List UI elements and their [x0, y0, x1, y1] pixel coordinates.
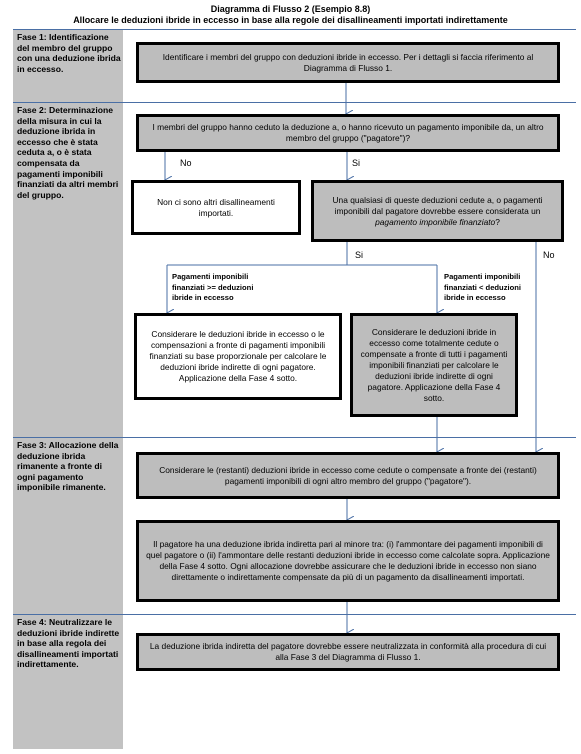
label-lt: Pagamenti imponibili finanziati < deduzioni ibride in eccesso — [444, 272, 521, 302]
proportional-box: Considerare le deduzioni ibride in eccesso o le compensazioni a fronte di pagamenti imponibili finanziati su base proporzionale per calcolare le deduzioni ibride indirette di ogni pagatore. Applicazione della Fase 4 sotto. — [134, 313, 342, 400]
identify-box: Identificare i membri del gruppo con deduzioni ibride in eccesso. Per i dettagli si faccia riferimento al Diagramma di Flusso 1. — [136, 42, 560, 83]
phase-2-label: Fase 2: Determinazione della misura in cui la deduzione ibrida in eccesso che è stata ceduta a, o è stata compensata da pagamenti imponibili finanziati da altri membri del gruppo. — [17, 105, 119, 200]
indirect-box: Il pagatore ha una deduzione ibrida indiretta pari al minore tra: (i) l'ammontare dei pagamenti imponibili di quel pagatore o (ii) l'ammontare delle restanti deduzioni ibride in eccesso come calcolate sopra. Applicazione della Fase 4 sotto. Ogni allocazione dovrebbe assicurare che le deduzioni ibride in eccesso non siano direttamente o indirettamente compensate da più di un pagamento da disallineamenti importati. — [136, 520, 560, 602]
label-si-1: Si — [352, 158, 361, 168]
phase-4-label: Fase 4: Neutralizzare le deduzioni ibride indirette in base alla regola dei disallineamenti importati indirettamente. — [17, 617, 120, 670]
financed-question-box — [311, 180, 564, 242]
financed-question-text — [320, 195, 555, 228]
diagram-title: Diagramma di Flusso 2 (Esempio 8.8) — [210, 4, 371, 14]
phase-3-label: Fase 3: Allocazione della deduzione ibrida rimanente a fronte di ogni pagamento imponibile rimanente. — [17, 440, 119, 493]
label-no-2: No — [543, 250, 555, 260]
financed-question-suffix: ? — [495, 216, 500, 227]
phase-1-label: Fase 1: Identificazione del membro del gruppo con una deduzione ibrida in eccesso. — [17, 32, 121, 74]
neutralize-box: La deduzione ibrida indiretta del pagatore dovrebbe essere neutralizzata in conformità alla procedura di cui alla Fase 3 del Diagramma di Flusso 1. — [136, 633, 560, 671]
fully-ceded-box: Considerare le deduzioni ibride in eccesso come totalmente cedute o compensate a fronte di tutti i pagamenti imponibili finanziati per calcolare le deduzioni ibride indirette di ogni pagatore. Applicazione della Fase 4 sotto. — [350, 313, 518, 417]
label-si-2: Si — [355, 250, 364, 260]
financed-question-prefix: Una qualsiasi di queste deduzioni cedute a, o pagamenti imponibili dal pagatore dovrebbe essere considerata un — [332, 194, 543, 216]
ceded-question-box: I membri del gruppo hanno ceduto la deduzione a, o hanno ricevuto un pagamento imponibile da, un altro membro del gruppo ("pagatore")? — [136, 114, 560, 152]
label-no-1: No — [180, 158, 192, 168]
label-ge: Pagamenti imponibili finanziati >= deduzioni ibride in eccesso — [172, 272, 254, 302]
no-other-box: Non ci sono altri disallineamenti importati. — [131, 180, 301, 235]
remaining-box: Considerare le (restanti) deduzioni ibride in eccesso come cedute o compensate a fronte dei (restanti) pagamenti imponibili di ogni altro membro del gruppo ("pagatore"). — [136, 452, 560, 499]
diagram-subtitle: Allocare le deduzioni ibride in eccesso in base alla regole dei disallineamenti importati indirettamente — [73, 15, 508, 25]
financed-question-italic: pagamento imponibile finanziato — [375, 216, 496, 227]
